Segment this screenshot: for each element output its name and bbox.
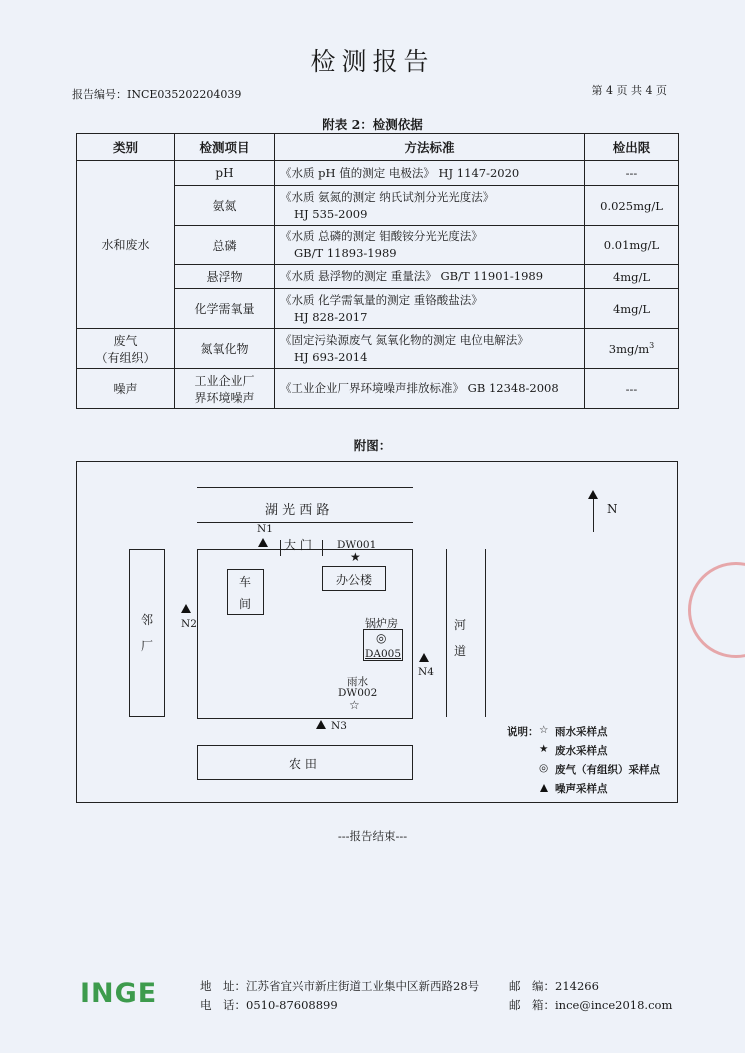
road-bottom-line: [197, 522, 413, 523]
limit-cell: 0.025mg/L: [585, 186, 679, 226]
company-logo: INGE: [80, 978, 158, 1009]
legend-gas: 废气（有组织）采样点: [555, 764, 660, 776]
waste-water-point-icon: ★: [539, 743, 549, 755]
point-label-n3: N3: [331, 720, 347, 732]
category-noise: 噪声: [77, 369, 175, 409]
method-cell: 《水质 pH 值的测定 电极法》 HJ 1147-2020: [275, 161, 585, 186]
rain-label: 雨水: [347, 676, 368, 688]
gas-point-icon: ◎: [539, 762, 549, 774]
item-cell: 悬浮物: [175, 265, 275, 289]
workshop-label: 车间: [238, 575, 251, 611]
header-method: 方法标准: [275, 134, 585, 161]
north-arrow-shaft: [593, 496, 594, 532]
method-cell: 《工业企业厂界环境噪声排放标准》 GB 12348-2008: [275, 369, 585, 409]
category-water: 水和废水: [77, 161, 175, 329]
river-label: 河道: [453, 618, 466, 658]
method-cell: 《固定污染源废气 氮氧化物的测定 电位电解法》 HJ 693-2014: [275, 329, 585, 369]
point-label-dw001: DW001: [337, 539, 377, 551]
item-cell: 氨氮: [175, 186, 275, 226]
noise-point-icon: [181, 604, 191, 613]
testing-basis-table: [76, 133, 679, 409]
river-left-bank: [446, 549, 447, 717]
method-cell: 《水质 悬浮物的测定 重量法》 GB/T 11901-1989: [275, 265, 585, 289]
rain-water-point-icon: ☆: [539, 724, 549, 736]
gate-post-left: [280, 540, 281, 556]
document-title: 检测报告: [310, 47, 435, 76]
legend-rain: 雨水采样点: [555, 726, 608, 738]
noise-point-icon: [258, 538, 268, 547]
point-label-da005: DA005: [365, 648, 402, 660]
footer-email: 邮 箱：ince@ince2018.com: [509, 998, 673, 1012]
table-caption: 附表 2：检测依据: [322, 117, 423, 132]
office-label: 办公楼: [336, 573, 373, 587]
item-cell: 氮氧化物: [175, 329, 275, 369]
report-number: 报告编号：INCE035202204039: [72, 88, 242, 101]
limit-cell: 0.01mg/L: [585, 226, 679, 265]
page-info: 第 4 页 共 4 页: [591, 84, 667, 97]
rain-water-point-icon: ☆: [349, 698, 360, 712]
method-cell: 《水质 氨氮的测定 纳氏试剂分光光度法》 HJ 535-2009: [275, 186, 585, 226]
legend-noise: 噪声采样点: [555, 783, 608, 795]
point-label-n2: N2: [181, 618, 197, 630]
road-top-line: [197, 487, 413, 488]
limit-cell: 4mg/L: [585, 289, 679, 329]
header-category: 类别: [77, 134, 175, 161]
gate-post-right: [322, 540, 323, 556]
north-arrow-icon: [588, 490, 598, 499]
waste-water-point-icon: ★: [350, 550, 361, 564]
neighbor-label: 邻厂: [140, 613, 153, 653]
point-label-n1: N1: [257, 523, 273, 535]
point-label-dw002: DW002: [338, 687, 378, 699]
gas-point-icon: ◎: [376, 631, 387, 645]
item-cell: 总磷: [175, 226, 275, 265]
limit-cell: $3mg/m^3$: [585, 329, 679, 369]
table-row: [77, 161, 679, 186]
farmland-label: 农 田: [289, 757, 317, 771]
item-cell: pH: [175, 161, 275, 186]
official-seal-stamp: [688, 562, 745, 658]
header-item: 检测项目: [175, 134, 275, 161]
item-cell: 化学需氧量: [175, 289, 275, 329]
legend-title: 说明：: [507, 726, 539, 738]
limit-cell: ---: [585, 369, 679, 409]
legend-waste: 废水采样点: [555, 745, 608, 757]
limit-cell: 4mg/L: [585, 265, 679, 289]
table-header-row: [77, 134, 679, 161]
item-cell: 工业企业厂 界环境噪声: [175, 369, 275, 409]
point-label-n4: N4: [418, 666, 434, 678]
boiler-label: 锅炉房: [365, 617, 398, 630]
footer-phone: 电 话：0510-87608899: [200, 998, 338, 1012]
footer-postcode: 邮 编：214266: [509, 979, 599, 993]
noise-point-icon: [419, 653, 429, 662]
limit-cell: ---: [585, 161, 679, 186]
figure-title: 附图：: [353, 438, 392, 453]
table-row: [77, 329, 679, 369]
road-label: 湖 光 西 路: [265, 503, 330, 518]
gate-label: 大 门: [284, 538, 312, 552]
category-gas: 废气 （有组织）: [77, 329, 175, 369]
noise-point-icon: [316, 720, 326, 729]
river-right-bank: [485, 549, 486, 717]
method-cell: 《水质 总磷的测定 钼酸铵分光光度法》 GB/T 11893-1989: [275, 226, 585, 265]
site-map: [76, 461, 678, 803]
north-label: N: [607, 502, 618, 516]
header-limit: 检出限: [585, 134, 679, 161]
footer-address: 地 址：江苏省宜兴市新庄街道工业集中区新西路28号: [200, 979, 480, 993]
table-row: [77, 369, 679, 409]
noise-point-icon: [540, 784, 548, 792]
method-cell: 《水质 化学需氧量的测定 重铬酸盐法》 HJ 828-2017: [275, 289, 585, 329]
report-end-mark: ---报告结束---: [337, 829, 408, 843]
